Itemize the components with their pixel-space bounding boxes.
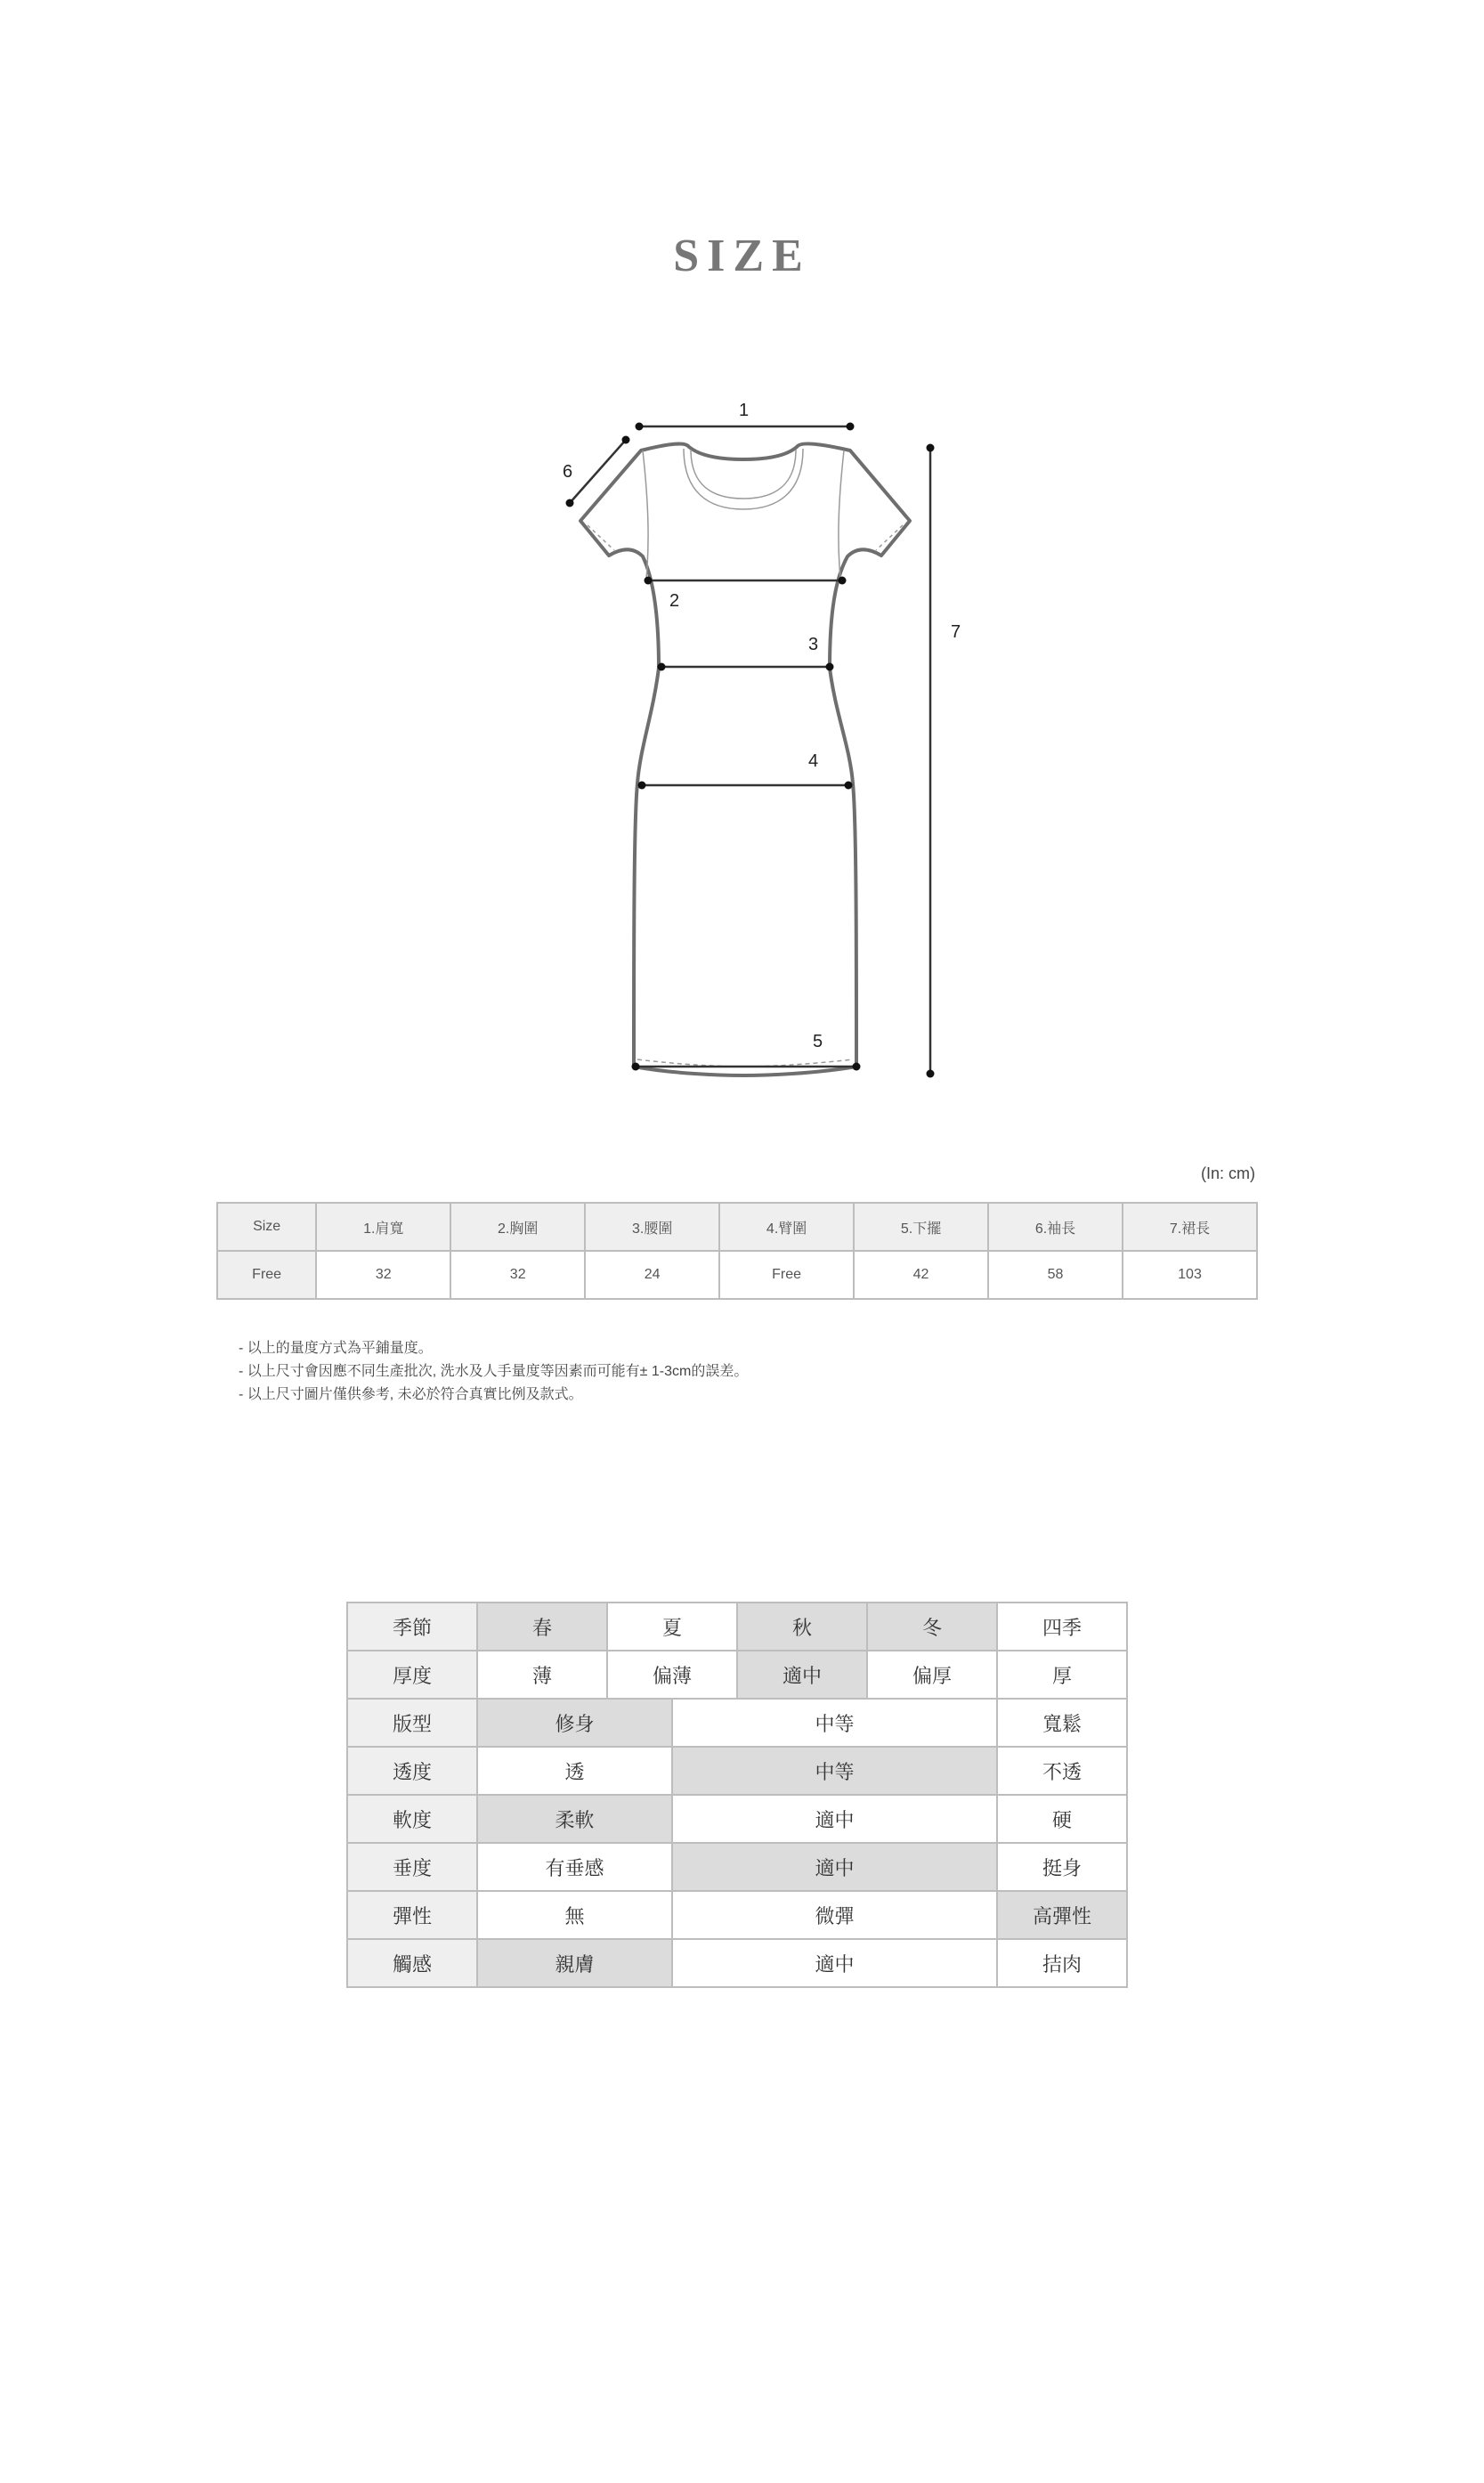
measure-label-2: 2	[669, 591, 680, 611]
attr-label: 季節	[347, 1603, 477, 1651]
attr-label: 觸感	[347, 1939, 477, 1987]
size-header-cell: 3.腰圍	[585, 1203, 719, 1251]
attr-option: 四季	[997, 1603, 1127, 1651]
size-header-cell: 7.裙長	[1123, 1203, 1257, 1251]
attr-label: 厚度	[347, 1651, 477, 1699]
size-header-cell: Size	[217, 1203, 316, 1251]
attr-option: 透	[477, 1747, 672, 1795]
size-value-cell: 32	[316, 1251, 450, 1299]
size-header-cell: 2.胸圍	[450, 1203, 585, 1251]
note-line: - 以上的量度方式為平鋪量度。	[239, 1341, 433, 1356]
attr-option: 拮肉	[997, 1939, 1127, 1987]
size-table-header-row	[217, 1203, 1257, 1251]
size-table-row	[217, 1251, 1257, 1299]
attr-label: 透度	[347, 1747, 477, 1795]
attr-option: 偏薄	[607, 1651, 737, 1699]
measure-label-6: 6	[563, 462, 573, 482]
measure-label-7: 7	[951, 622, 961, 642]
attr-label: 彈性	[347, 1891, 477, 1939]
fabric-attribute-table	[346, 1602, 1128, 1988]
attr-row-season	[347, 1603, 1127, 1651]
size-value-cell: 103	[1123, 1251, 1257, 1299]
size-header-cell: 5.下擺	[854, 1203, 988, 1251]
size-value-cell: Free	[217, 1251, 316, 1299]
size-header-cell: 4.臂圍	[719, 1203, 854, 1251]
size-value-cell: Free	[719, 1251, 854, 1299]
sleeve-seam-right	[839, 450, 844, 579]
attr-option: 中等	[672, 1747, 997, 1795]
note-line: - 以上尺寸會因應不同生產批次, 洗水及人手量度等因素而可能有± 1-3cm的誤差。	[239, 1364, 749, 1379]
measure-label-1: 1	[739, 401, 750, 420]
measure-label-4: 4	[808, 751, 819, 771]
measure-label-3: 3	[808, 635, 819, 654]
unit-note: (In: cm)	[1201, 1164, 1255, 1182]
note-line: - 以上尺寸圖片僅供參考, 未必於符合真實比例及款式。	[239, 1387, 583, 1402]
attr-option: 無	[477, 1891, 672, 1939]
attr-option: 適中	[672, 1939, 997, 1987]
attr-option: 適中	[737, 1651, 867, 1699]
attr-option: 冬	[867, 1603, 997, 1651]
attr-option: 硬	[997, 1795, 1127, 1843]
attr-row-elasticity	[347, 1891, 1127, 1939]
attr-option: 高彈性	[997, 1891, 1127, 1939]
dress-outline	[580, 444, 910, 1075]
size-notes	[239, 1337, 748, 1407]
size-value-cell: 58	[988, 1251, 1123, 1299]
size-header-cell: 1.肩寬	[316, 1203, 450, 1251]
attr-label: 垂度	[347, 1843, 477, 1891]
size-header-cell: 6.袖長	[988, 1203, 1123, 1251]
attr-row-drape	[347, 1843, 1127, 1891]
attr-option: 適中	[672, 1795, 997, 1843]
attr-option: 修身	[477, 1699, 672, 1747]
attr-row-transparency	[347, 1747, 1127, 1795]
size-value-cell: 42	[854, 1251, 988, 1299]
attr-option: 春	[477, 1603, 607, 1651]
attr-label: 軟度	[347, 1795, 477, 1843]
attr-option: 適中	[672, 1843, 997, 1891]
attr-option: 中等	[672, 1699, 997, 1747]
attr-option: 微彈	[672, 1891, 997, 1939]
attr-option: 偏厚	[867, 1651, 997, 1699]
attr-row-touch	[347, 1939, 1127, 1987]
attr-option: 不透	[997, 1747, 1127, 1795]
dress-measurement-diagram	[0, 392, 1484, 1104]
attr-row-fit	[347, 1699, 1127, 1747]
attr-row-thickness	[347, 1651, 1127, 1699]
measure-label-5: 5	[813, 1032, 823, 1051]
size-value-cell: 24	[585, 1251, 719, 1299]
page-title: SIZE	[673, 231, 811, 281]
measure-line-6	[570, 440, 626, 503]
attr-option: 寬鬆	[997, 1699, 1127, 1747]
size-value-cell: 32	[450, 1251, 585, 1299]
attr-option: 秋	[737, 1603, 867, 1651]
attr-option: 夏	[607, 1603, 737, 1651]
attr-option: 厚	[997, 1651, 1127, 1699]
attr-label: 版型	[347, 1699, 477, 1747]
size-table	[216, 1202, 1258, 1300]
attr-row-softness	[347, 1795, 1127, 1843]
attr-option: 挺身	[997, 1843, 1127, 1891]
attr-option: 柔軟	[477, 1795, 672, 1843]
attr-option: 有垂感	[477, 1843, 672, 1891]
attr-option: 薄	[477, 1651, 607, 1699]
attr-option: 親膚	[477, 1939, 672, 1987]
